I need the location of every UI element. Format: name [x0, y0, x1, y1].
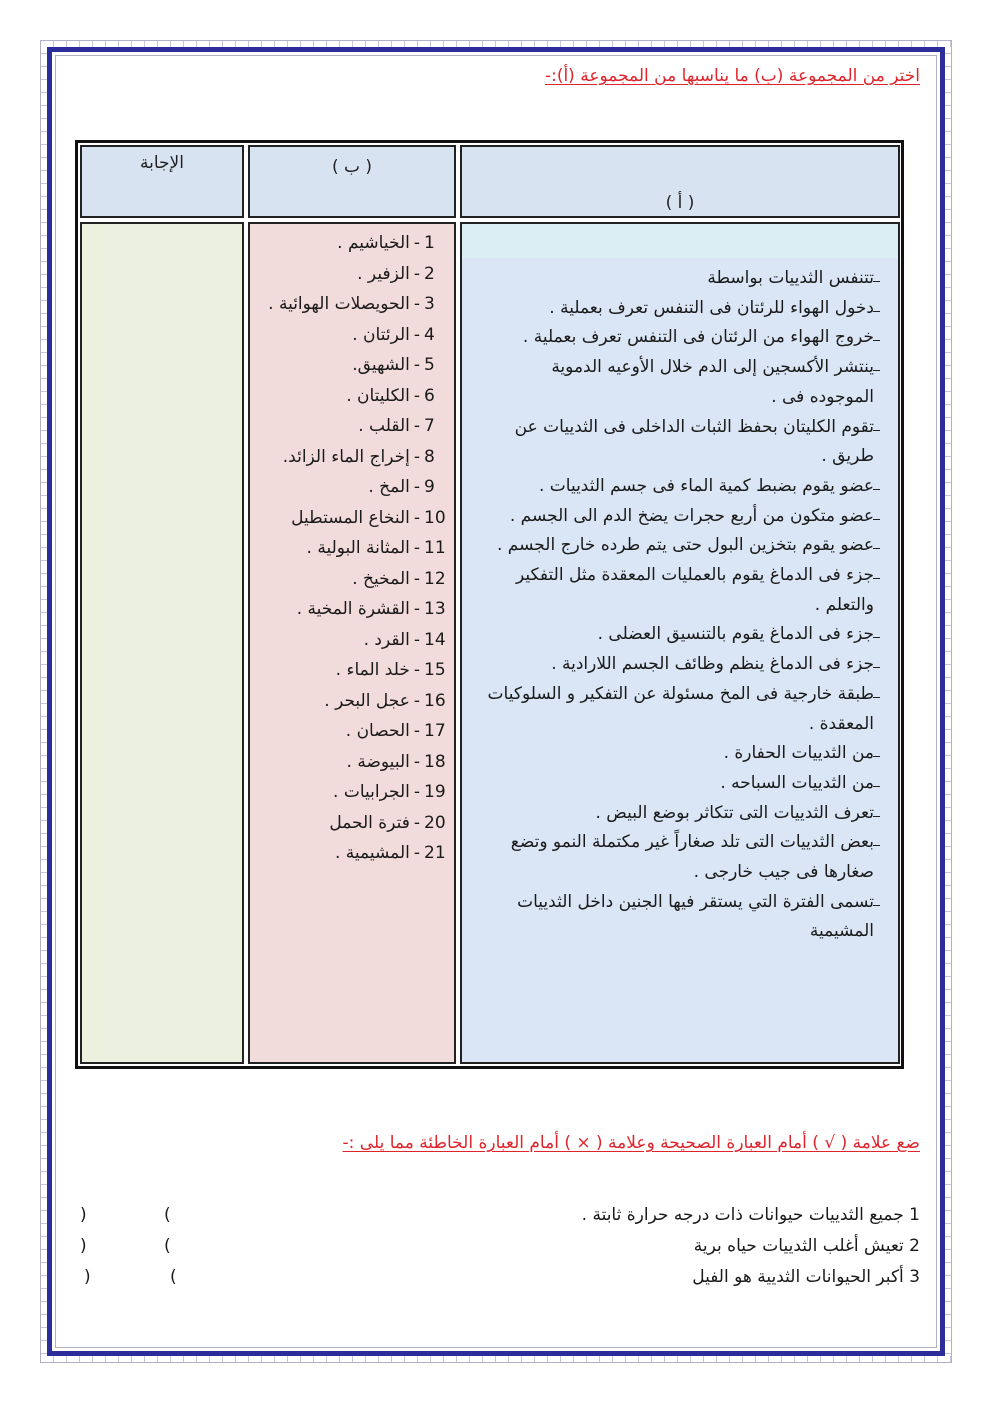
group-a-item: جزء فى الدماغ يقوم بالعمليات المعقدة مثل التفكير والتعلم . [484, 561, 880, 620]
group-a-item: ينتشر الأكسجين إلى الدم خلال الأوعيه الدموية الموجوده فى . [484, 353, 880, 412]
close-paren: ) [84, 1267, 91, 1287]
matching-instruction: اختر من المجموعة (ب) ما يناسبها من المجموعة (أ):- [544, 66, 920, 86]
group-a-item: من الثدييات السباحه . [484, 769, 880, 799]
group-b-item-number: 15 [424, 660, 446, 680]
group-b-item-dash: - [413, 263, 420, 284]
group-b-item-text: المخ . [368, 477, 410, 497]
group-a-item: عضو متكون من أربع حجرات يضخ الدم الى الجسم . [484, 502, 880, 532]
close-paren: ) [80, 1205, 87, 1225]
group-a-item: بعض الثدييات التى تلد صغاراً غير مكتملة النمو وتضع صغارها فى جيب خارجى . [484, 828, 880, 887]
group-b-item-text: الجرابيات . [333, 782, 410, 802]
group-b-item-number: 6 [424, 385, 435, 406]
statement-text: أكبر الحيوانات الثديية هو الفيل [692, 1267, 904, 1287]
group-b-item-text: المثانة البولية . [306, 538, 410, 558]
group-b-item-text: الخياشيم . [337, 233, 410, 253]
true-false-row [72, 1236, 920, 1266]
group-b-item-text: الرئتان . [352, 324, 410, 345]
group-b-item-number: 7 [424, 416, 435, 436]
group-b-item [264, 472, 448, 503]
group-b-item [264, 625, 448, 656]
group-b-item-number: 5 [424, 355, 435, 375]
group-b-item-number: 11 [424, 538, 446, 558]
group-b-item [264, 259, 448, 290]
group-b-item-dash: - [413, 843, 420, 863]
group-b-item [264, 777, 448, 808]
group-b-item-dash: - [413, 721, 420, 741]
group-b-item-dash: - [413, 416, 420, 436]
group-a-item: عضو يقوم بضبط كمية الماء فى جسم الثدييات . [484, 472, 880, 502]
group-b-item-text: المشيمية . [334, 843, 410, 863]
true-false-statement [582, 1205, 920, 1225]
group-a-column [460, 222, 900, 1064]
group-b-item-dash: - [413, 599, 420, 619]
group-b-item [264, 228, 448, 259]
group-b-item-dash: - [413, 507, 420, 528]
group-b-item-number: 3 [424, 294, 435, 314]
group-a-item: خروج الهواء من الرئتان فى التنفس تعرف بعملية . [484, 323, 880, 353]
group-b-item-text: النخاع المستطيل [291, 507, 410, 528]
group-b-item-number: 10 [424, 507, 446, 528]
true-false-statement [694, 1236, 920, 1256]
header-group-b-label: ( ب ) [331, 157, 373, 177]
header-group-a [460, 145, 900, 218]
group-b-item-dash: - [413, 477, 420, 497]
group-b-item-number: 2 [424, 263, 435, 284]
group-b-item-dash: - [413, 233, 420, 253]
group-b-item-number: 19 [424, 782, 446, 802]
group-b-item-text: البيوضة . [346, 751, 410, 772]
group-b-item-text: القشرة المخية . [296, 599, 410, 619]
group-a-item: دخول الهواء للرئتان فى التنفس تعرف بعملية . [484, 294, 880, 324]
statement-text: جميع الثدييات حيوانات ذات درجه حرارة ثابتة . [581, 1205, 904, 1225]
open-paren: ( [164, 1236, 171, 1256]
group-b-item-text: عجل البحر . [324, 690, 410, 711]
group-b-item-text: الشهيق. [352, 355, 410, 375]
group-b-item-dash: - [413, 568, 420, 589]
group-b-item-text: القرد . [363, 629, 410, 650]
group-a-item: تسمى الفترة التي يستقر فيها الجنين داخل الثدييات المشيمية [484, 888, 880, 947]
group-a-list [484, 264, 880, 947]
group-b-item-text: الزفير . [357, 263, 410, 284]
group-b-item-number: 13 [424, 599, 446, 619]
group-b-item-dash: - [413, 446, 420, 467]
group-b-item-dash: - [413, 294, 420, 314]
group-b-item-number: 8 [424, 446, 435, 467]
group-b-item [264, 716, 448, 747]
group-b-item [264, 503, 448, 534]
group-b-item-dash: - [413, 782, 420, 802]
group-b-item [264, 594, 448, 625]
group-b-item-number: 16 [424, 690, 446, 711]
group-b-item [264, 686, 448, 717]
group-b-item-text: إخراج الماء الزائد. [282, 446, 410, 467]
group-b-item-text: الكليتان . [346, 385, 410, 406]
group-b-item-text: القلب . [358, 416, 410, 436]
group-b-item [264, 350, 448, 381]
group-a-item: عضو يقوم بتخزين البول حتى يتم طرده خارج الجسم . [484, 531, 880, 561]
group-b-item-text: الحويصلات الهوائية . [268, 294, 410, 314]
group-b-item-dash: - [413, 385, 420, 406]
group-b-column [248, 222, 456, 1064]
group-b-item-dash: - [413, 812, 420, 833]
close-paren: ) [80, 1236, 87, 1256]
true-false-instruction: ضع علامة ( √ ) أمام العبارة الصحيحة وعلامة ( × ) أمام العبارة الخاطئة مما يلى :- [342, 1133, 920, 1153]
matching-table [75, 140, 904, 1069]
group-a-item: طبقة خارجية فى المخ مسئولة عن التفكير و السلوكيات المعقدة . [484, 680, 880, 739]
header-group-b [248, 145, 456, 218]
group-a-item: جزء فى الدماغ يقوم بالتنسيق العضلى . [484, 620, 880, 650]
group-b-item-dash: - [413, 690, 420, 711]
header-answer-label: الإجابة [140, 153, 184, 173]
group-b-item-dash: - [413, 751, 420, 772]
group-a-item: من الثدييات الحفارة . [484, 739, 880, 769]
group-b-item-text: خلد الماء . [335, 660, 410, 680]
true-false-row [72, 1205, 920, 1235]
answer-column[interactable] [80, 222, 244, 1064]
true-false-row [72, 1267, 920, 1297]
group-b-item [264, 320, 448, 351]
group-b-item-number: 9 [424, 477, 435, 497]
group-b-item [264, 838, 448, 869]
group-b-item [264, 747, 448, 778]
group-b-item [264, 808, 448, 839]
group-b-item-number: 21 [424, 843, 446, 863]
group-a-item: تقوم الكليتان بحفظ الثبات الداخلى فى الثدييات عن طريق . [484, 413, 880, 472]
group-b-item-dash: - [413, 324, 420, 345]
group-b-item-number: 14 [424, 629, 446, 650]
group-b-item-text: فترة الحمل [329, 812, 410, 833]
group-b-item [264, 442, 448, 473]
group-b-item [264, 289, 448, 320]
group-b-list [264, 228, 448, 869]
group-b-item-dash: - [413, 538, 420, 558]
group-b-item [264, 411, 448, 442]
group-b-item [264, 533, 448, 564]
open-paren: ( [164, 1205, 171, 1225]
header-group-a-label: ( أ ) [665, 193, 695, 213]
group-b-item-dash: - [413, 355, 420, 375]
group-b-item [264, 655, 448, 686]
group-b-item-number: 4 [424, 324, 435, 345]
statement-number: 1 [909, 1205, 920, 1225]
group-b-item-text: المخيخ . [352, 568, 410, 589]
group-a-item: جزء فى الدماغ ينظم وظائف الجسم اللارادية . [484, 650, 880, 680]
group-a-item: تتنفس الثدييات بواسطة [484, 264, 880, 294]
group-b-item-number: 18 [424, 751, 446, 772]
group-b-item-text: الحصان . [345, 721, 410, 741]
group-b-item [264, 564, 448, 595]
group-b-item-number: 20 [424, 812, 446, 833]
open-paren: ( [170, 1267, 177, 1287]
statement-number: 2 [909, 1236, 920, 1256]
group-b-item-number: 1 [424, 233, 435, 253]
group-b-item-number: 17 [424, 721, 446, 741]
true-false-statement [692, 1267, 920, 1287]
group-b-item-number: 12 [424, 568, 446, 589]
header-answer [80, 145, 244, 218]
group-b-item [264, 381, 448, 412]
group-a-item: تعرف الثدييات التى تتكاثر بوضع البيض . [484, 799, 880, 829]
group-b-item-dash: - [413, 629, 420, 650]
group-a-top-band [462, 224, 898, 258]
statement-text: تعيش أغلب الثدييات حياه برية [693, 1236, 904, 1256]
statement-number: 3 [909, 1267, 920, 1287]
group-b-item-dash: - [413, 660, 420, 680]
